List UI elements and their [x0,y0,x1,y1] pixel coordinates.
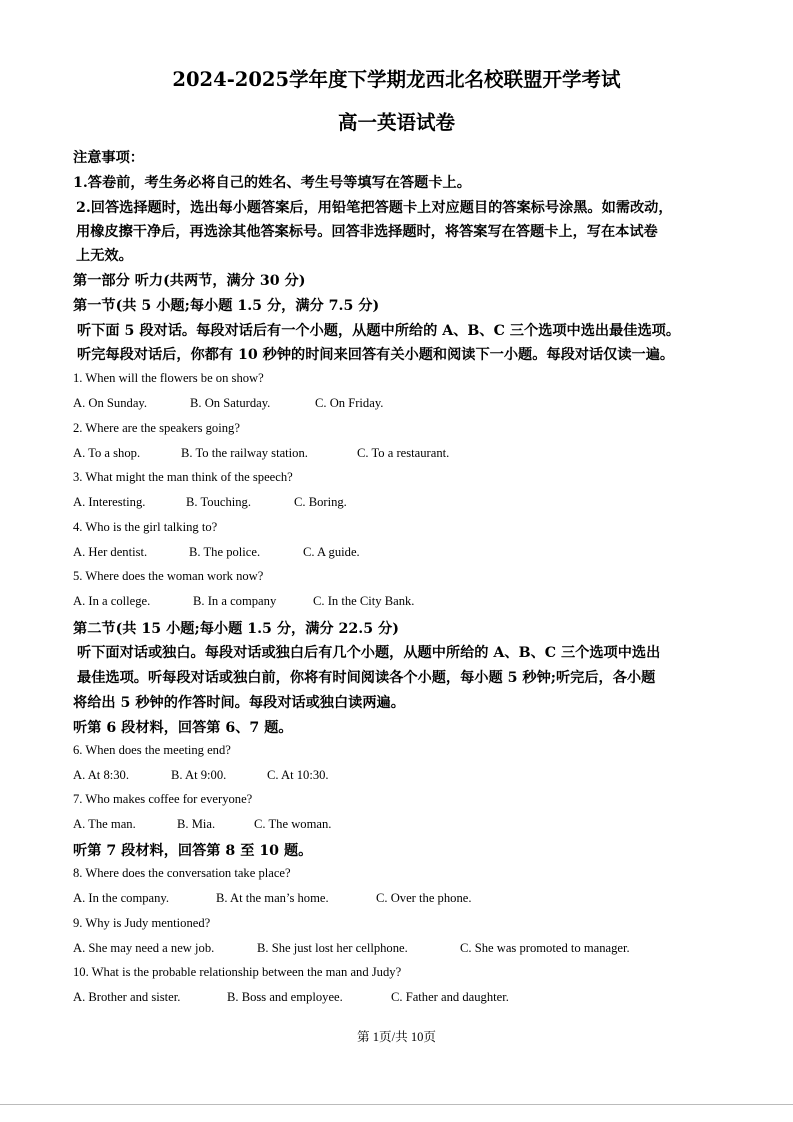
option-c: C. On Friday. [315,396,384,410]
question-5: 5. Where does the woman work now? [73,569,264,583]
option-b: B. Touching. [186,495,252,509]
option-b: B. On Saturday. [190,396,271,410]
option-b: B. Boss and employee. [227,990,343,1004]
option-b: B. Mia. [177,817,216,831]
exam-subtitle: 高一英语试卷 [337,111,455,134]
option-b: B. To the railway station. [181,446,308,460]
option-b: B. In a company [193,594,277,608]
option-a: A. Brother and sister. [73,990,181,1004]
section2-instructions-line-1: 听下面对话或独白。每段对话或独白后有几个小题，从题中所给的 A、B、C 三个选项中选出 [77,645,661,661]
question-7: 7. Who makes coffee for everyone? [73,792,253,806]
notice-item-2-line-1: 2.回答选择题时，选出每小题答案后，用铅笔把答题卡上对应题目的答案标号涂黑。如需改动， [76,200,673,216]
option-a: A. She may need a new job. [73,941,215,955]
question-9: 9. Why is Judy mentioned? [73,916,211,930]
option-b: B. At 9:00. [171,768,227,782]
section1-heading: 第一节(共 5 小题;每小题 1.5 分，满分 7.5 分) [73,298,380,314]
option-c: C. She was promoted to manager. [460,941,630,955]
option-c: C. A guide. [303,545,360,559]
question-10: 10. What is the probable relationship between the man and Judy? [73,965,402,979]
exam-title: 2024-2025学年度下学期龙西北名校联盟开学考试 [172,68,621,91]
section1-instructions-line-1: 听下面 5 段对话。每段对话后有一个小题，从题中所给的 A、B、C 三个选项中选出最佳选项。 [77,323,681,339]
section2-instructions-line-3: 将给出 5 秒钟的作答时间。每段对话或独白读两遍。 [73,695,405,711]
option-c: C. The woman. [254,817,332,831]
option-a: A. On Sunday. [73,396,148,410]
option-a: A. The man. [73,817,136,831]
option-b: B. At the man’s home. [216,891,329,905]
bottom-divider [0,1104,793,1105]
option-a: A. To a shop. [73,446,141,460]
question-6: 6. When does the meeting end? [73,743,231,757]
question-2: 2. Where are the speakers going? [73,421,240,435]
option-a: A. At 8:30. [73,768,129,782]
question-3: 3. What might the man think of the speech? [73,470,293,484]
question-8: 8. Where does the conversation take place? [73,866,291,880]
page-number: 第 1页/共 10页 [356,1030,437,1044]
part1-heading: 第一部分 听力(共两节，满分 30 分) [73,273,306,289]
notice-heading: 注意事项： [73,150,144,166]
option-c: C. At 10:30. [267,768,329,782]
option-c: C. Boring. [294,495,347,509]
notice-item-2-line-2: 用橡皮擦干净后，再选涂其他答案标号。回答非选择题时，将答案写在答题卡上，写在本试卷 [76,224,658,240]
section2-heading: 第二节(共 15 小题;每小题 1.5 分，满分 22.5 分) [73,621,399,637]
question-4: 4. Who is the girl talking to? [73,520,218,534]
question-1: 1. When will the flowers be on show? [73,371,264,385]
section2-instructions-line-2: 最佳选项。听每段对话或独白前，你将有时间阅读各个小题，每小题 5 秒钟;听完后，各小题 [77,670,656,686]
material-7-heading: 听第 7 段材料，回答第 8 至 10 题。 [73,843,313,859]
notice-item-2-line-3: 上无效。 [76,248,133,264]
option-b: B. The police. [189,545,261,559]
option-c: C. Father and daughter. [391,990,509,1004]
option-a: A. Her dentist. [73,545,148,559]
material-6-heading: 听第 6 段材料，回答第 6、7 题。 [73,720,293,736]
option-c: C. In the City Bank. [313,594,415,608]
option-a: A. In a college. [73,594,151,608]
option-c: C. To a restaurant. [357,446,450,460]
section1-instructions-line-2: 听完每段对话后，你都有 10 秒钟的时间来回答有关小题和阅读下一小题。每段对话仅读一遍。 [77,347,675,363]
option-a: A. In the company. [73,891,170,905]
option-a: A. Interesting. [73,495,146,509]
notice-item-1: 1.答卷前，考生务必将自己的姓名、考生号等填写在答题卡上。 [73,175,471,191]
option-c: C. Over the phone. [376,891,472,905]
option-b: B. She just lost her cellphone. [257,941,408,955]
